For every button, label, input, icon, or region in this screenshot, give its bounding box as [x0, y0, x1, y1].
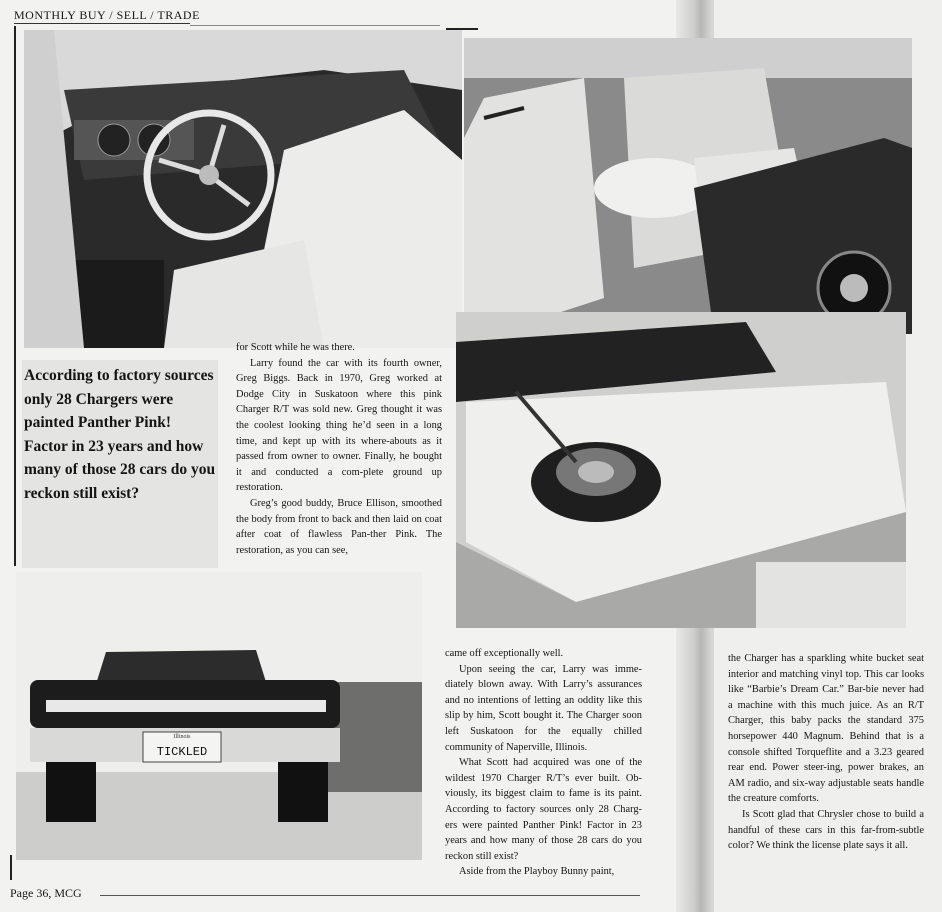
photo-rear-license-plate [16, 572, 422, 860]
article-column-1 [236, 340, 442, 558]
photo-interior-dashboard [24, 30, 462, 348]
left-margin-bar-lower [10, 855, 12, 880]
paragraph: for Scott while he was there. [236, 342, 355, 353]
photo-interior-seats [464, 38, 912, 334]
left-margin-bar [14, 26, 16, 566]
paragraph: What Scott had acquired was one of the wildest 1970 Charger R/T’s ever built. Ob-viously, its biggest claim to fame is its paint. According to factory sources only 28 Charg-ers were painted Panther Pink! Factor in 23 years and how many of those 28 cars do you reckon still exist? [445, 757, 642, 862]
section-header: MONTHLY BUY / SELL / TRADE [14, 8, 200, 22]
top-rule [190, 25, 440, 26]
paragraph: Larry found the car with its fourth owner, Greg Biggs. Back in 1970, Greg worked at Dodge City in Suskatoon where this pink Charger R/T was sold new. Greg thought it was the coolest looking thing he’d seen in a long time, and kept up with its where-abouts as it passed from owner to owner. Finally, he bought it and conducted a com-plete ground up restoration. [236, 357, 442, 494]
pull-quote-box [22, 360, 218, 568]
paragraph: Upon seeing the car, Larry was imme-diately blown away. With Larry’s assurances and no intentions of letting an oddity like this slip by him, Scott bought it. The Charger soon left Suskatoon for the equally chilled community of Naperville, Illinois. [445, 663, 642, 753]
page-footer: Page 36, MCG [10, 886, 82, 900]
paragraph: Greg’s good buddy, Bruce Ellison, smoothed the body from front to back and then laid on coat after coat of flawless Pan-ther Pink. The restoration, as you can see, [236, 497, 442, 556]
footer-rule [100, 895, 640, 896]
pull-quote: According to factory sources only 28 Chargers were painted Panther Pink! Factor in 23 years and how many of those 28 cars do you reckon still exist? [24, 367, 216, 502]
photo-trunk-spare-tire [456, 312, 906, 628]
license-plate-text: TICKLED [156, 745, 208, 759]
paragraph: Is Scott glad that Chrysler chose to build a handful of these cars in this far-from-subtle color? We think the license plate says it all. [728, 808, 924, 852]
paragraph: Aside from the Playboy Bunny paint, [459, 866, 615, 878]
article-column-2 [445, 646, 642, 880]
plate-state: Illinois [173, 734, 191, 740]
article-column-3 [728, 651, 924, 854]
paragraph: came off exceptionally well. [445, 648, 564, 659]
header-rule [14, 23, 190, 24]
paragraph: the Charger has a sparkling white bucket seat interior and matching vinyl top. This car looks like “Barbie’s Dream Car.” Bar-bie never had a machine with this much juice. As an R/T Charger, this baby packs the standard 375 horsepower 440 Magnum. Behind that is a console shifted Torqueflite and a 3.23 geared rear end. Power steer-ing, power brakes, an AM radio, and six-way adjustable seats handle the creature comforts. [728, 653, 924, 805]
